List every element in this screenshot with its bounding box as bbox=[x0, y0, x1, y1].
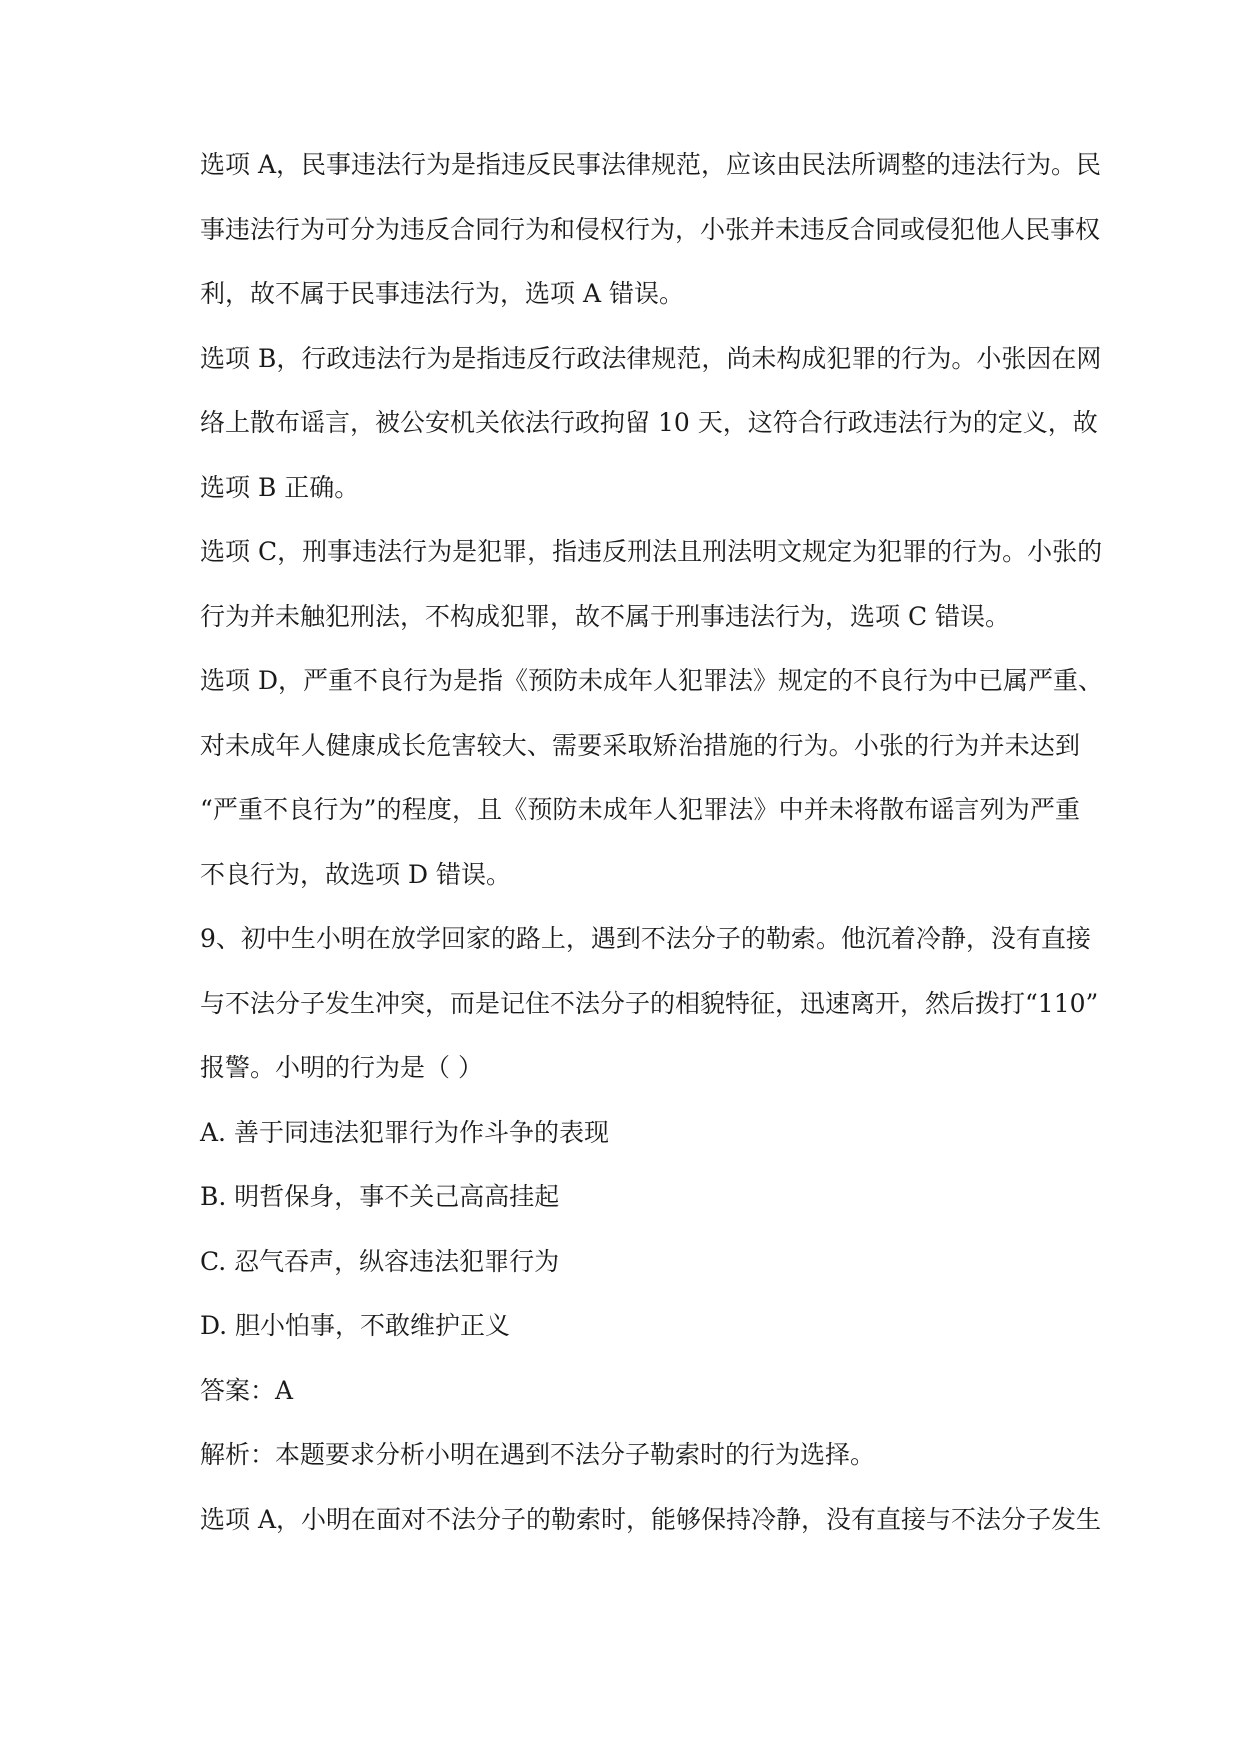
text-line: 不良行为，故选项 D 错误。 bbox=[200, 859, 511, 889]
text-line: B. 明哲保身，事不关己高高挂起 bbox=[200, 1182, 560, 1211]
text-line: 利，故不属于民事违法行为，选项 A 错误。 bbox=[200, 279, 684, 308]
analysis-option-a bbox=[200, 1500, 1102, 1565]
text-line: C. 忍气吞声，纵容违法犯罪行为 bbox=[200, 1246, 560, 1276]
choice-b bbox=[200, 1177, 1080, 1242]
explanation-option-c bbox=[200, 532, 1103, 661]
choice-d bbox=[200, 1306, 1080, 1371]
text-line: 事违法行为可分为违反合同行为和侵权行为，小张并未违反合同或侵犯他人民事权 bbox=[200, 214, 1101, 244]
text-line: 答案：A bbox=[200, 1375, 294, 1405]
text-line: 选项 A，民事违法行为是指违反民事法律规范，应该由民法所调整的违法行为。民 bbox=[200, 150, 1102, 179]
text-line: 选项 B，行政违法行为是指违反行政法律规范，尚未构成犯罪的行为。小张因在网 bbox=[200, 343, 1102, 373]
text-line: “严重不良行为”的程度，且《预防未成年人犯罪法》中并未将散布谣言列为严重 bbox=[200, 795, 1080, 824]
text-line: 与不法分子发生冲突，而是记住不法分子的相貌特征，迅速离开，然后拨打“110” bbox=[200, 988, 1099, 1018]
text-line: 选项 D，严重不良行为是指《预防未成年人犯罪法》规定的不良行为中已属严重、 bbox=[200, 666, 1103, 695]
text-line: 行为并未触犯刑法，不构成犯罪，故不属于刑事违法行为，选项 C 错误。 bbox=[200, 601, 1011, 631]
answer bbox=[200, 1371, 1080, 1436]
choice-c bbox=[200, 1242, 1080, 1307]
text-line: A. 善于同违法犯罪行为作斗争的表现 bbox=[200, 1117, 609, 1147]
explanation-option-b bbox=[200, 339, 1102, 533]
text-line: 选项 C，刑事违法行为是犯罪，指违反刑法且刑法明文规定为犯罪的行为。小张的 bbox=[200, 537, 1103, 566]
text-line: D. 胆小怕事，不敢维护正义 bbox=[200, 1311, 511, 1340]
text-line: 解析：本题要求分析小明在遇到不法分子勒索时的行为选择。 bbox=[200, 1440, 876, 1469]
text-line: 选项 B 正确。 bbox=[200, 472, 360, 502]
text-line: 络上散布谣言，被公安机关依法行政拘留 10 天，这符合行政违法行为的定义，故 bbox=[200, 408, 1098, 437]
text-line: 对未成年人健康成长危害较大、需要采取矫治措施的行为。小张的行为并未达到 bbox=[200, 730, 1080, 760]
analysis-intro bbox=[200, 1435, 1080, 1500]
explanation-option-d bbox=[200, 661, 1103, 919]
text-line: 选项 A，小明在面对不法分子的勒索时，能够保持冷静，没有直接与不法分子发生 bbox=[200, 1504, 1102, 1534]
question-9 bbox=[200, 919, 1099, 1113]
explanation-option-a bbox=[200, 145, 1102, 339]
choice-a bbox=[200, 1113, 1080, 1178]
document-body bbox=[200, 145, 1103, 1564]
text-line: 报警。小明的行为是（ ） bbox=[200, 1053, 483, 1082]
text-line: 9、初中生小明在放学回家的路上，遇到不法分子的勒索。他沉着冷静，没有直接 bbox=[200, 924, 1091, 953]
